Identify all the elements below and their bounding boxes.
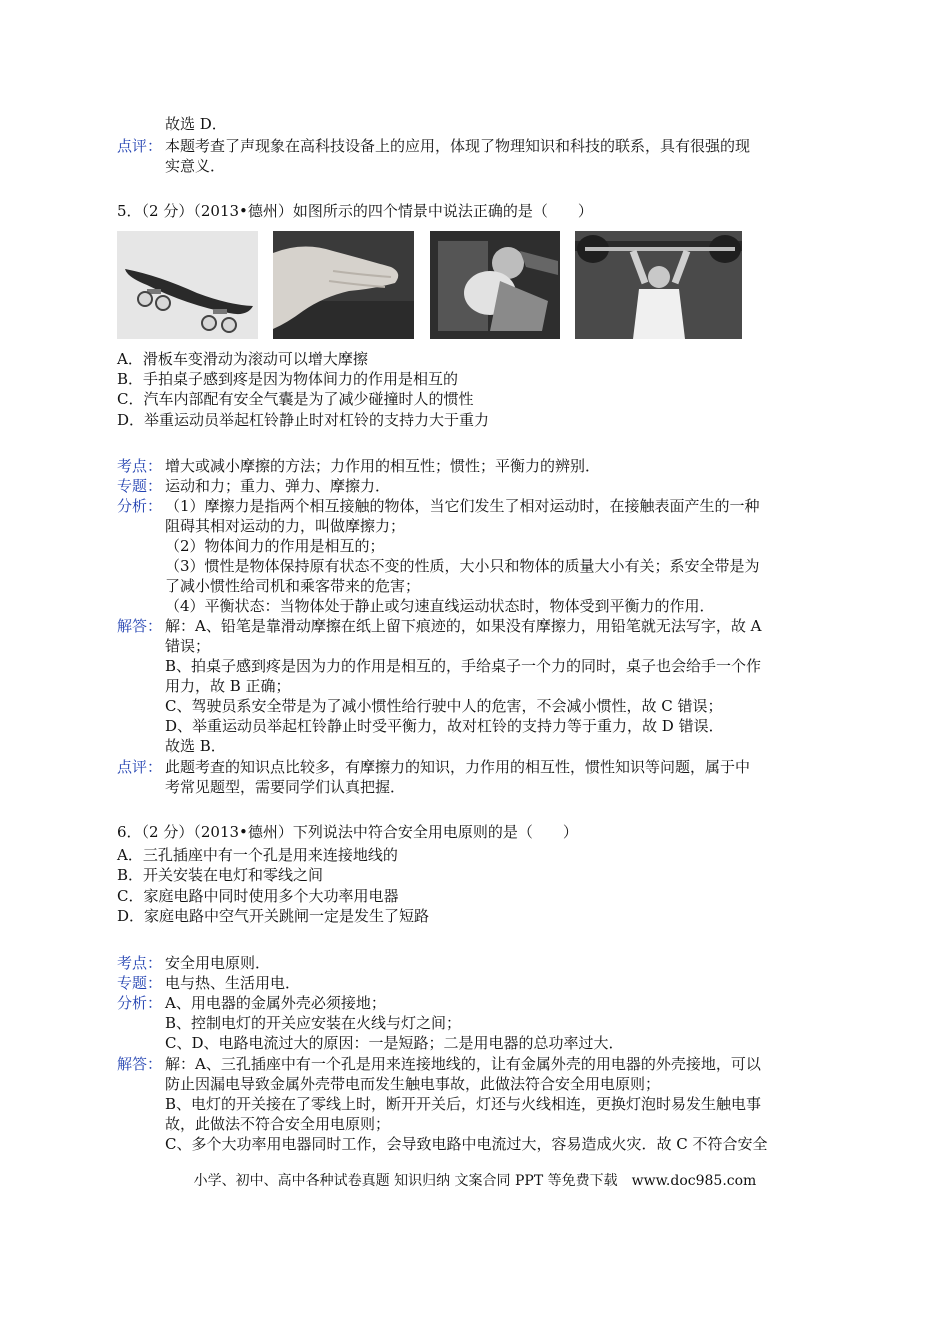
q5-review-line: 此题考查的知识点比较多，有摩擦力的知识，力作用的相互性，惯性知识等问题，属于中 — [165, 758, 751, 776]
q6-analysis-line: B、控制电灯的开关应安装在火线与灯之间； — [165, 1014, 462, 1032]
q6-stem: 6．（2 分）（2013•德州）下列说法中符合安全用电原则的是（ ） — [117, 823, 578, 841]
q6-answer-line: 解：A、三孔插座中有一个孔是用来连接地线的，让有金属外壳的用电器的外壳接地，可以 — [165, 1055, 761, 1073]
q6-analysis-line: A、用电器的金属外壳必须接地； — [165, 994, 386, 1012]
label-review: 点评： — [117, 137, 163, 155]
q5-answer-line: 用力，故 B 正确； — [165, 677, 291, 695]
label-subject: 专题： — [117, 477, 163, 495]
q5-analysis-line: （2）物体间力的作用是相互的； — [165, 537, 385, 555]
car-airbag-photo — [430, 231, 560, 339]
q5-stem: 5．（2 分）（2013•德州）如图所示的四个情景中说法正确的是（ ） — [117, 202, 593, 220]
q6-answer-line: 防止因漏电导致金属外壳带电而发生触电事故，此做法符合安全用电原则； — [165, 1075, 661, 1093]
label-analysis: 分析： — [117, 497, 163, 515]
q5-analysis-line: （1）摩擦力是指两个相互接触的物体，当它们发生了相对运动时，在接触表面产生的一种 — [165, 497, 760, 515]
page-footer: 小学、初中、高中各种试卷真题 知识归纳 文案合同 PPT 等免费下载 www.doc985.com — [193, 1173, 757, 1189]
q5-option-a: A．滑板车变滑动为滚动可以增大摩擦 — [117, 350, 368, 368]
q6-option-d: D．家庭电路中空气开关跳闸一定是发生了短路 — [117, 907, 430, 925]
q5-answer-line: B、拍桌子感到疼是因为力的作用是相互的，手给桌子一个力的同时，桌子也会给手一个作 — [165, 657, 762, 675]
q5-topic: 增大或减小摩擦的方法；力作用的相互性；惯性；平衡力的辨别． — [165, 457, 601, 475]
label-subject: 专题： — [117, 974, 163, 992]
q6-answer-line: B、电灯的开关接在了零线上时，断开开关后，灯还与火线相连，更换灯泡时易发生触电事 — [165, 1095, 762, 1113]
skateboard-photo — [117, 231, 258, 339]
q6-option-a: A．三孔插座中有一个孔是用来连接地线的 — [117, 846, 398, 864]
q5-answer-line: 解：A、铅笔是靠滑动摩擦在纸上留下痕迹的，如果没有摩擦力，用铅笔就无法写字，故 A — [165, 617, 762, 635]
q5-option-d: D．举重运动员举起杠铃静止时对杠铃的支持力大于重力 — [117, 411, 490, 429]
q6-answer-line: C、多个大功率用电器同时工作，会导致电路中电流过大，容易造成火灾．故 C 不符合安全 — [165, 1135, 768, 1153]
q5-answer-line: 错误； — [165, 637, 211, 655]
label-analysis: 分析： — [117, 994, 163, 1012]
q5-analysis-line: 阻碍其相对运动的力，叫做摩擦力； — [165, 517, 406, 535]
q6-analysis-line: C、D、电路电流过大的原因：一是短路；二是用电器的总功率过大． — [165, 1034, 624, 1052]
q5-analysis-line: （4）平衡状态：当物体处于静止或匀速直线运动状态时，物体受到平衡力的作用． — [165, 597, 715, 615]
q6-answer-line: 故，此做法不符合安全用电原则； — [165, 1115, 391, 1133]
prev-choose: 故选 D． — [165, 115, 227, 133]
label-topic: 考点： — [117, 954, 163, 972]
label-review: 点评： — [117, 758, 163, 776]
q5-subject: 运动和力；重力、弹力、摩擦力． — [165, 477, 391, 495]
q6-subject: 电与热、生活用电． — [165, 974, 301, 992]
q5-option-c: C．汽车内部配有安全气囊是为了减少碰撞时人的惯性 — [117, 390, 474, 408]
q5-option-b: B．手拍桌子感到疼是因为物体间力的作用是相互的 — [117, 370, 459, 388]
weightlifter-photo — [575, 231, 742, 339]
prev-review-line: 本题考查了声现象在高科技设备上的应用，体现了物理知识和科技的联系，具有很强的现 — [165, 137, 751, 155]
q5-review-line: 考常见题型，需要同学们认真把握． — [165, 778, 406, 796]
q5-answer-line: C、驾驶员系安全带是为了减小惯性给行驶中人的危害，不会减小惯性，故 C 错误； — [165, 697, 723, 715]
prev-review-line: 实意义． — [165, 157, 226, 175]
q5-answer-line: D、举重运动员举起杠铃静止时受平衡力，故对杠铃的支持力等于重力，故 D 错误． — [165, 717, 724, 735]
q5-analysis-line: 了减小惯性给司机和乘客带来的危害； — [165, 577, 421, 595]
q6-option-b: B．开关安装在电灯和零线之间 — [117, 866, 324, 884]
q6-topic: 安全用电原则． — [165, 954, 271, 972]
q5-analysis-line: （3）惯性是物体保持原有状态不变的性质，大小只和物体的质量大小有关；系安全带是为 — [165, 557, 760, 575]
hand-on-table-photo — [273, 231, 414, 339]
q5-answer-line: 故选 B． — [165, 737, 226, 755]
label-topic: 考点： — [117, 457, 163, 475]
q6-option-c: C．家庭电路中同时使用多个大功率用电器 — [117, 887, 399, 905]
label-answer: 解答： — [117, 617, 163, 635]
label-answer: 解答： — [117, 1055, 163, 1073]
